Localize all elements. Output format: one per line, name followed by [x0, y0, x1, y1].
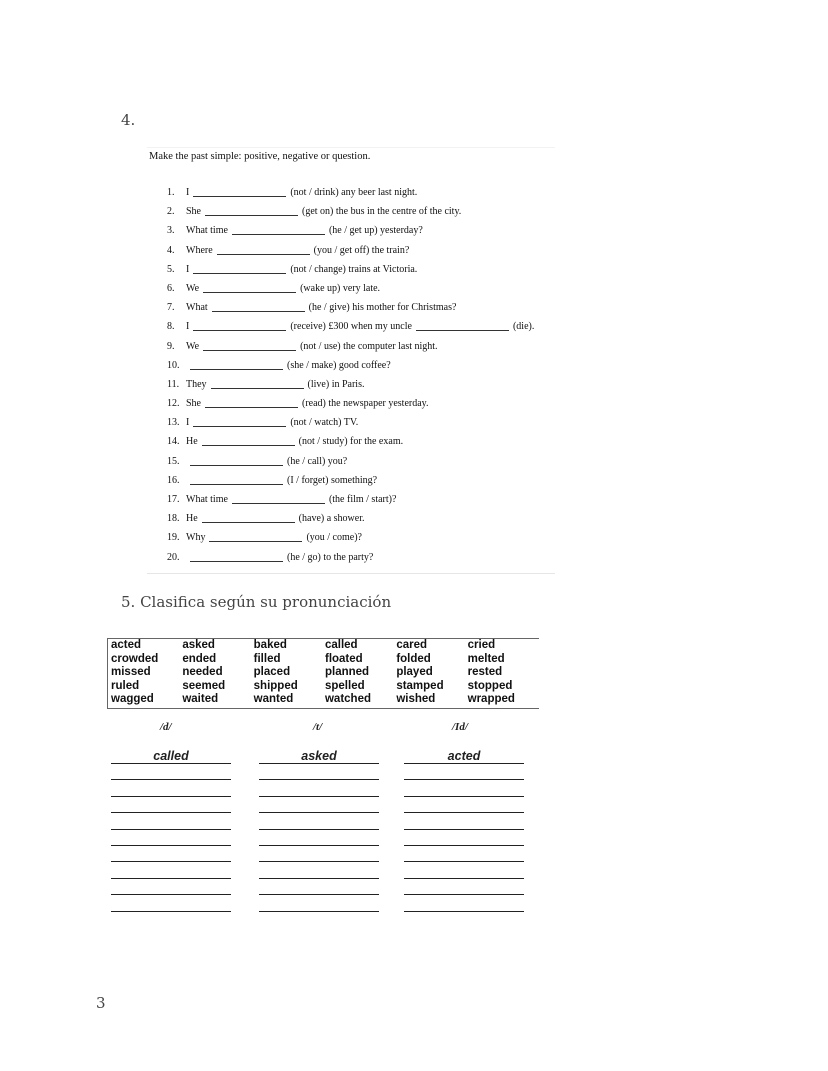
- exercise-item: [167, 398, 534, 417]
- answer-blank: [205, 206, 298, 216]
- word: planned: [324, 666, 370, 679]
- answer-line: [404, 846, 524, 862]
- item-number: 3.: [167, 225, 175, 237]
- answer-line: [404, 862, 524, 878]
- item-text: (he / get up) yesterday?: [328, 225, 423, 237]
- answer-line: [259, 830, 379, 846]
- answer-blank: [212, 302, 305, 312]
- exercise-item: [167, 360, 534, 379]
- word-row: [108, 693, 539, 707]
- answer-line: [259, 764, 379, 780]
- answer-blank: [232, 494, 325, 504]
- item-text: (she / make) good coffee?: [287, 359, 391, 371]
- answer-line: [259, 780, 379, 796]
- answer-blank: [232, 225, 325, 235]
- item-text: (not / use) the computer last night.: [300, 340, 438, 352]
- answer-line: [111, 879, 231, 895]
- answer-line: [111, 846, 231, 862]
- item-text: (he / go) to the party?: [287, 551, 374, 563]
- answer-line: [259, 797, 379, 813]
- word: played: [396, 666, 433, 679]
- example-answer: called: [111, 748, 231, 764]
- item-number: 20.: [167, 551, 180, 563]
- answer-line: [259, 895, 379, 911]
- item-number: 12.: [167, 398, 180, 410]
- item-text: (read) the newspaper yesterday.: [302, 398, 429, 410]
- answer-column: [404, 748, 524, 912]
- page-number: 3: [96, 994, 106, 1012]
- word: missed: [111, 666, 151, 679]
- item-number: 15.: [167, 455, 180, 467]
- item-number: 18.: [167, 513, 180, 525]
- word: rested: [467, 666, 503, 679]
- sound-header: /Id/: [452, 721, 468, 733]
- answer-line: [259, 879, 379, 895]
- item-number: 7.: [167, 302, 175, 314]
- answer-line: [404, 879, 524, 895]
- item-text: (you / get off) the train?: [313, 244, 410, 256]
- item-text: He: [186, 513, 198, 525]
- word: ruled: [111, 679, 140, 692]
- exercise-image: [147, 147, 555, 574]
- item-number: 10.: [167, 359, 180, 371]
- item-text: (he / give) his mother for Christmas?: [308, 302, 457, 314]
- word: stamped: [396, 679, 444, 692]
- item-text: (have) a shower.: [298, 513, 365, 525]
- item-number: 11.: [167, 378, 180, 390]
- item-text: I: [186, 263, 190, 275]
- sound-header: /t/: [313, 721, 323, 733]
- item-text: (not / drink) any beer last night.: [290, 187, 418, 198]
- word: waited: [182, 693, 219, 706]
- answer-blank: [190, 360, 283, 370]
- answer-blank: [209, 532, 302, 542]
- item-number: 8.: [167, 321, 175, 333]
- answer-line: [259, 862, 379, 878]
- exercise-item: [167, 283, 534, 302]
- answer-blank: [203, 283, 296, 293]
- exercise-item: [167, 245, 534, 264]
- answer-blank: [190, 552, 283, 562]
- answer-blank: [193, 264, 286, 274]
- item-text: I: [186, 417, 190, 429]
- item-text: (the film / start)?: [328, 494, 397, 505]
- word: cared: [396, 639, 427, 651]
- answer-blank: [205, 398, 298, 408]
- word: called: [324, 639, 358, 651]
- word-table: [107, 638, 539, 709]
- answer-blank: [193, 417, 286, 427]
- item-text: I: [186, 321, 190, 333]
- item-text: (I / forget) something?: [287, 474, 378, 486]
- word: ended: [182, 652, 217, 665]
- exercise-item: [167, 321, 534, 340]
- item-text: We: [186, 340, 200, 352]
- answer-column: [259, 748, 379, 912]
- answer-line: [404, 764, 524, 780]
- word: spelled: [324, 679, 365, 692]
- sound-header: /d/: [160, 721, 172, 733]
- exercise-item: [167, 302, 534, 321]
- word: floated: [324, 652, 363, 665]
- word-row: [108, 666, 539, 680]
- item-text: (not / change) trains at Victoria.: [290, 263, 418, 275]
- item-text: (not / study) for the exam.: [298, 436, 404, 448]
- answer-line: [111, 895, 231, 911]
- exercise-item: [167, 513, 534, 532]
- section-4-number: 4.: [121, 111, 136, 129]
- word: wished: [396, 693, 436, 706]
- answer-blank: [202, 436, 295, 446]
- answer-blank: [190, 475, 283, 485]
- word: baked: [253, 639, 287, 651]
- answer-line: [111, 780, 231, 796]
- item-text: (he / call) you?: [287, 455, 348, 467]
- item-text: I: [186, 187, 190, 198]
- item-text: (receive) £300 when my uncle: [290, 321, 412, 333]
- item-text: What time: [186, 494, 228, 505]
- answer-line: [111, 830, 231, 846]
- word: acted: [111, 639, 142, 651]
- item-text: She: [186, 206, 201, 218]
- word: needed: [182, 666, 223, 679]
- word: stopped: [467, 679, 513, 692]
- word: filled: [253, 652, 281, 665]
- item-text: (wake up) very late.: [300, 282, 381, 294]
- exercise-item: [167, 379, 534, 398]
- example-answer: acted: [404, 748, 524, 764]
- answer-blank: [203, 341, 296, 351]
- item-text: Where: [186, 244, 213, 256]
- word: folded: [396, 652, 431, 665]
- word: placed: [253, 666, 291, 679]
- answer-line: [259, 846, 379, 862]
- answer-blank: [217, 245, 310, 255]
- answer-line: [404, 780, 524, 796]
- word: melted: [467, 652, 505, 665]
- answer-line: [259, 813, 379, 829]
- item-number: 2.: [167, 206, 175, 218]
- item-text: They: [186, 378, 207, 390]
- exercise-list: [167, 187, 534, 571]
- answer-blank: [211, 379, 304, 389]
- exercise-title: Make the past simple: positive, negative or question.: [149, 151, 371, 162]
- word-row: [108, 653, 539, 667]
- item-number: 17.: [167, 494, 180, 505]
- answer-line: [404, 813, 524, 829]
- answer-column: [111, 748, 231, 912]
- item-number: 4.: [167, 244, 175, 256]
- item-text: She: [186, 398, 201, 410]
- item-text: What: [186, 302, 208, 314]
- item-text: We: [186, 282, 200, 294]
- section-5-heading: 5. Clasifica según su pronunciación: [121, 593, 392, 611]
- word: cried: [467, 639, 496, 651]
- answer-blank: [190, 456, 283, 466]
- answer-blank: [416, 321, 509, 331]
- exercise-item: [167, 225, 534, 244]
- answer-line: [404, 797, 524, 813]
- item-text: (you / come)?: [306, 532, 362, 544]
- item-text: (not / watch) TV.: [290, 417, 359, 429]
- answer-blank: [193, 187, 286, 197]
- item-text: (die).: [512, 321, 535, 333]
- exercise-item: [167, 436, 534, 455]
- exercise-item: [167, 341, 534, 360]
- item-number: 5.: [167, 263, 175, 275]
- word: crowded: [111, 652, 159, 665]
- answer-blank: [193, 321, 286, 331]
- item-number: 13.: [167, 417, 180, 429]
- exercise-item: [167, 456, 534, 475]
- item-text: He: [186, 436, 198, 448]
- answer-line: [111, 813, 231, 829]
- exercise-item: [167, 494, 534, 513]
- word: shipped: [253, 679, 298, 692]
- word: wrapped: [467, 693, 515, 706]
- exercise-item: [167, 475, 534, 494]
- item-number: 9.: [167, 340, 175, 352]
- item-text: What time: [186, 225, 228, 237]
- answer-blank: [202, 513, 295, 523]
- item-number: 1.: [167, 187, 175, 198]
- item-number: 19.: [167, 532, 180, 544]
- item-text: Why: [186, 532, 206, 544]
- word: wanted: [253, 693, 294, 706]
- exercise-item: [167, 206, 534, 225]
- answer-line: [404, 830, 524, 846]
- exercise-item: [167, 552, 534, 571]
- exercise-item: [167, 264, 534, 283]
- exercise-item: [167, 417, 534, 436]
- item-number: 16.: [167, 474, 180, 486]
- item-text: (live) in Paris.: [307, 378, 365, 390]
- exercise-item: [167, 532, 534, 551]
- answer-line: [404, 895, 524, 911]
- exercise-item: [167, 187, 534, 206]
- answer-line: [111, 862, 231, 878]
- word: seemed: [182, 679, 226, 692]
- word: asked: [182, 639, 215, 651]
- item-number: 14.: [167, 436, 180, 448]
- item-number: 6.: [167, 282, 175, 294]
- word: watched: [324, 693, 371, 706]
- item-text: (get on) the bus in the centre of the city.: [302, 206, 462, 218]
- answer-line: [111, 764, 231, 780]
- answer-line: [111, 797, 231, 813]
- word-row: [108, 680, 539, 694]
- example-answer: asked: [259, 748, 379, 764]
- word-row: [108, 639, 539, 653]
- word: wagged: [111, 693, 154, 706]
